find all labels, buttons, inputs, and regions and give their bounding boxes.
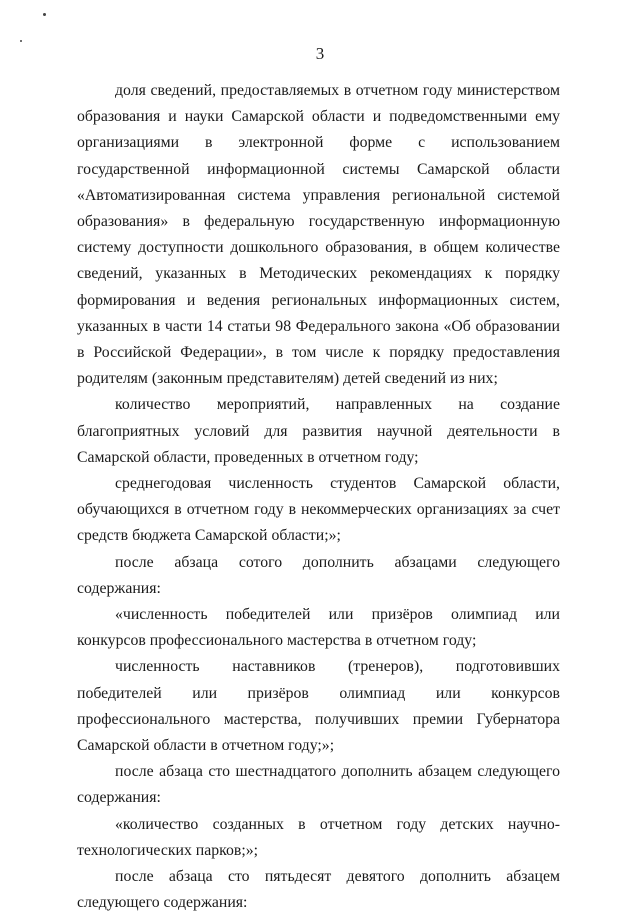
paragraph: численность наставников (тренеров), подготовивших победителей или призёров олимпиад или конкурсов профессионального мастерства, получивших премии Губернатора Самарской области в отчетном году;»;: [77, 658, 560, 755]
paragraph: среднегодовая численность студентов Самарской области, обучающихся в отчетном году в некоммерческих организациях за счет средств бюджета Самарской области;»;: [77, 475, 560, 545]
document-body: [77, 78, 560, 917]
paragraph: количество мероприятий, направленных на создание благоприятных условий для развития научной деятельности в Самарской области, проведенных в отчетном году;: [77, 396, 560, 466]
paragraph: после абзаца сотого дополнить абзацами следующего содержания:: [77, 553, 560, 597]
scan-speck: [43, 13, 46, 16]
scan-speck: [20, 40, 22, 42]
paragraph: «численность победителей или призёров олимпиад или конкурсов профессионального мастерства в отчетном году;: [77, 606, 560, 650]
page-number: 3: [315, 44, 325, 63]
paragraph: «количество созданных в отчетном году детских научно-технологических парков;»;: [77, 815, 560, 859]
paragraph: после абзаца сто шестнадцатого дополнить абзацем следующего содержания:: [77, 763, 560, 807]
paragraph: доля сведений, предоставляемых в отчетном году министерством образования и науки Самарской области и подведомственными ему организациями в электронной форме с использованием государственной информационной системы Самарской области «Автоматизированная система управления региональной системой образования» в федеральную государственную информационную систему доступности дошкольного образования, в общем количестве сведений, указанных в Методических рекомендациях к порядку формирования и ведения региональных информационных систем, указанных в части 14 статьи 98 Федерального закона «Об образовании в Российской Федерации», в том числе к порядку предоставления родителям (законным представителям) детей сведений из них;: [77, 82, 560, 388]
paragraph: после абзаца сто пятьдесят девятого дополнить абзацем следующего содержания:: [77, 868, 560, 912]
